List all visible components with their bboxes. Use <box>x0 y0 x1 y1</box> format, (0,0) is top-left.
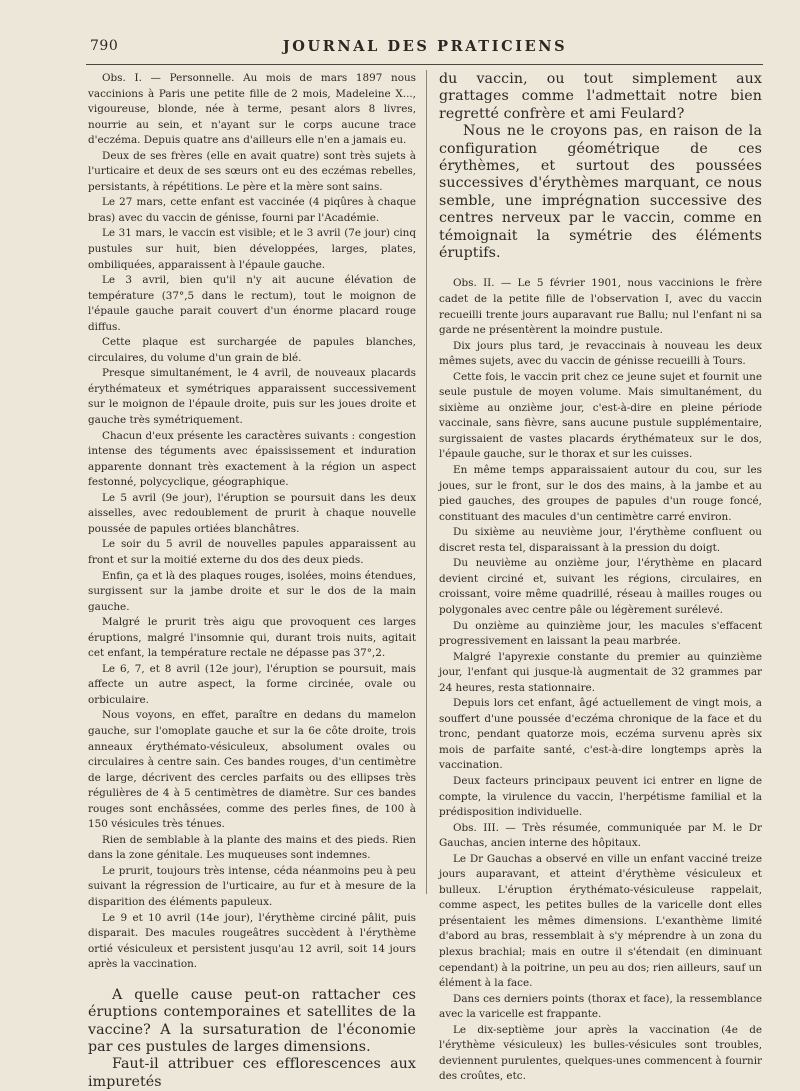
paragraph: Le soir du 5 avril de nouvelles papules apparaissent au front et sur la moitié externe du dos des deux pieds. <box>88 538 416 566</box>
header-rule <box>86 64 763 65</box>
paragraph: Le 5 avril (9e jour), l'éruption se poursuit dans les deux aisselles, avec redoublement de prurit à chaque nouvelle poussée de papules ortiées blanchâtres. <box>88 491 416 535</box>
commentary-paragraph: du vaccin, ou tout simplement aux grattages comme l'admettait notre bien regretté confrère et ami Feulard? <box>439 71 762 122</box>
paragraph: Rien de semblable à la plante des mains et des pieds. Rien dans la zone génitale. Les muqueuses sont indemnes. <box>88 833 416 862</box>
paragraph: Du sixième au neuvième jour, l'érythème confluent ou discret resta tel, disparaissant à la pression du doigt. <box>439 526 762 554</box>
paragraph: Dix jours plus tard, je revaccinais à nouveau les deux mêmes sujets, avec du vaccin de génisse recueilli à Tours. <box>439 339 762 368</box>
paragraph: Cette fois, le vaccin prit chez ce jeune sujet et fournit une seule pustule de moyen volume. Mais simultanément, du sixième au onzième jour, c'est-à-dire en pleine période vaccinale, sans fièvre, sans aucune pustule supplémentaire, surgissaient de vastes placards érythémateux sur le dos, l'épaule gauche, sur le thorax et sur les cuisses. <box>439 370 762 461</box>
paragraph: Le 6, 7, et 8 avril (12e jour), l'éruption se poursuit, mais affecte un autre aspect, la forme circinée, ovale ou orbiculaire. <box>88 662 416 706</box>
paragraph: Nous voyons, en effet, paraître en dedans du mamelon gauche, sur l'omoplate gauche et sur la 6e côte droite, trois anneaux érythémato-vésiculeux, absolument ovales ou circulaires à centre sain. Ces bandes rouges, d'un centimètre de large, décrivent des cercles parfaits ou des ellipses très régulières de 4 à 5 centimètres de diamètre. Sur ces bandes rouges sont enchâssées, comme des perles fines, de 100 à 150 vésicules très ténues. <box>88 709 416 831</box>
commentary-block <box>88 987 416 1091</box>
left-column <box>88 71 416 1091</box>
page-header <box>90 38 760 62</box>
column-divider <box>426 70 427 894</box>
paragraph: Depuis lors cet enfant, âgé actuellement de vingt mois, a souffert d'une poussée d'eczéma chronique de la face et du tronc, pendant quatorze mois, eczéma survenu après six mois de parfaite santé, c'est-à-dire longtemps après la vaccination. <box>439 697 762 772</box>
paragraph: Du neuvième au onzième jour, l'érythème en placard devient circiné et, suivant les régions, circulaires, en croissant, voire même quadrillé, réseau à mailles rouges ou polygonales avec centre pâle ou légèrement surélevé. <box>439 557 762 616</box>
paragraph: Presque simultanément, le 4 avril, de nouveaux placards érythémateux et symétriques apparaissent successivement sur le moignon de l'épaule droite, puis sur les joues droite et gauche très symétriquement. <box>88 367 416 427</box>
paragraph: Le 27 mars, cette enfant est vaccinée (4 piqûres à chaque bras) avec du vaccin de génisse, fourni par l'Académie. <box>88 196 416 224</box>
commentary-paragraph: Faut-il attribuer ces efflorescences aux impuretés <box>88 1056 416 1090</box>
paragraph: Deux facteurs principaux peuvent ici entrer en ligne de compte, la virulence du vaccin, l'herpétisme familial et la prédisposition individuelle. <box>439 774 762 819</box>
paragraph: Dans ces derniers points (thorax et face), la ressemblance avec la varicelle est frappante. <box>439 992 762 1021</box>
paragraph: En même temps apparaissaient autour du cou, sur les joues, sur le front, sur le dos des mains, à la jambe et au pied gauches, des groupes de papules d'un rouge foncé, constituant des macules d'un centimètre carré environ. <box>439 464 762 523</box>
paragraph: Le 3 avril, bien qu'il n'y ait aucune élévation de température (37°,5 dans le rectum), tout le moignon de l'épaule gauche parait couvert d'un énorme placard rouge diffus. <box>88 274 416 333</box>
paragraph: Le dix-septième jour après la vaccination (4e de l'érythème vésiculeux) les bulles-vésicules sont troubles, deviennent purulentes, quelques-unes commencent à fournir des croûtes, etc. <box>439 1023 762 1083</box>
paragraph: Le 9 et 10 avril (14e jour), l'érythème circiné pâlit, puis disparait. Des macules rougeâtres succèdent à l'érythème ortié vésiculeux et persistent jusqu'au 12 avril, soit 14 jours après la vaccination. <box>88 911 416 971</box>
paragraph: Du onzième au quinzième jour, les macules s'effacent progressivement en laissant la peau marbrée. <box>439 619 762 648</box>
commentary-block <box>439 71 762 262</box>
paragraph: Le Dr Gauchas a observé en ville un enfant vacciné treize jours auparavant, et atteint d'érythème vésiculeux et bulleux. L'éruption érythémato-vésiculeuse rappelait, comme aspect, les petites bulles de la varicelle dont elles présentaient les mêmes dimensions. L'exanthème limité d'abord au bras, ressemblait à s'y méprendre à un zona du plexus brachial; mais en outre il s'étendait (en diminuant cependant) à la poitrine, un peu au dos; rien ailleurs, sauf un élément à la face. <box>439 852 762 990</box>
journal-title: JOURNAL DES PRATICIENS <box>282 38 568 55</box>
commentary-paragraph: A quelle cause peut-on rattacher ces éruptions contemporaines et satellites de la vaccine? A la sursaturation de l'économie par ces pustules de larges dimensions. <box>88 986 416 1055</box>
paragraph: Obs. I. — Personnelle. Au mois de mars 1897 nous vaccinions à Paris une petite fille de 2 mois, Madeleine X..., vigoureuse, blonde, née à terme, pesant alors 8 livres, nourrie au sein, et n'ayant sur le corps aucune trace d'eczéma. Depuis quatre ans d'ailleurs elle n'en a jamais eu. <box>88 72 416 147</box>
paragraph: Obs. II. — Le 5 février 1901, nous vaccinions le frère cadet de la petite fille de l'observation I, avec du vaccin recueilli trente jours auparavant rue Ballu; nul l'enfant ni sa garde ne présentèrent la moindre pustule. <box>439 277 762 337</box>
paragraph: Deux de ses frères (elle en avait quatre) sont très sujets à l'urticaire et deux de ses sœurs ont eu des eczémas rebelles, persistants, à répétitions. Le père et la mère sont sains. <box>88 149 416 193</box>
paragraph: Chacun d'eux présente les caractères suivants : congestion intense des téguments avec épaississement et induration apparente donnant très exactement à la région un aspect festonné, polycyclique, géographique. <box>88 429 416 489</box>
paragraph: Le prurit, toujours très intense, céda néanmoins peu à peu suivant la régression de l'urticaire, au fur et à mesure de la disparition des éléments papuleux. <box>88 864 416 908</box>
paragraph: Obs. III. — Très résumée, communiquée par M. le Dr Gauchas, ancien interne des hôpitaux. <box>439 821 762 850</box>
paragraph: Enfin, ça et là des plaques rouges, isolées, moins étendues, surgissent sur la jambe droite et sur le dos de la main gauche. <box>88 569 416 613</box>
paragraph: Malgré l'apyrexie constante du premier au quinzième jour, l'enfant qui jusque-là augmentait de 32 grammes par 24 heures, resta stationnaire. <box>439 650 762 694</box>
paragraph: Cette plaque est surchargée de papules blanches, circulaires, du volume d'un grain de blé. <box>88 336 416 364</box>
paragraph: Malgré le prurit très aigu que provoquent ces larges éruptions, malgré l'insomnie qui, durant trois nuits, agitait cet enfant, la température rectale ne dépasse pas 37°,2. <box>88 616 416 660</box>
paragraph: Le 31 mars, le vaccin est visible; et le 3 avril (7e jour) cinq pustules sur huit, bien développées, larges, plates, ombiliquées, apparaissent à l'épaule gauche. <box>88 227 416 271</box>
right-column <box>439 71 762 1085</box>
page-number: 790 <box>90 38 119 54</box>
commentary-paragraph: Nous ne le croyons pas, en raison de la configuration géométrique de ces érythèmes, et surtout des poussées successives d'érythèmes marquant, ce nous semble, une imprégnation successive des centres nerveux par le vaccin, comme en témoignait la symétrie des éléments éruptifs. <box>439 123 762 262</box>
